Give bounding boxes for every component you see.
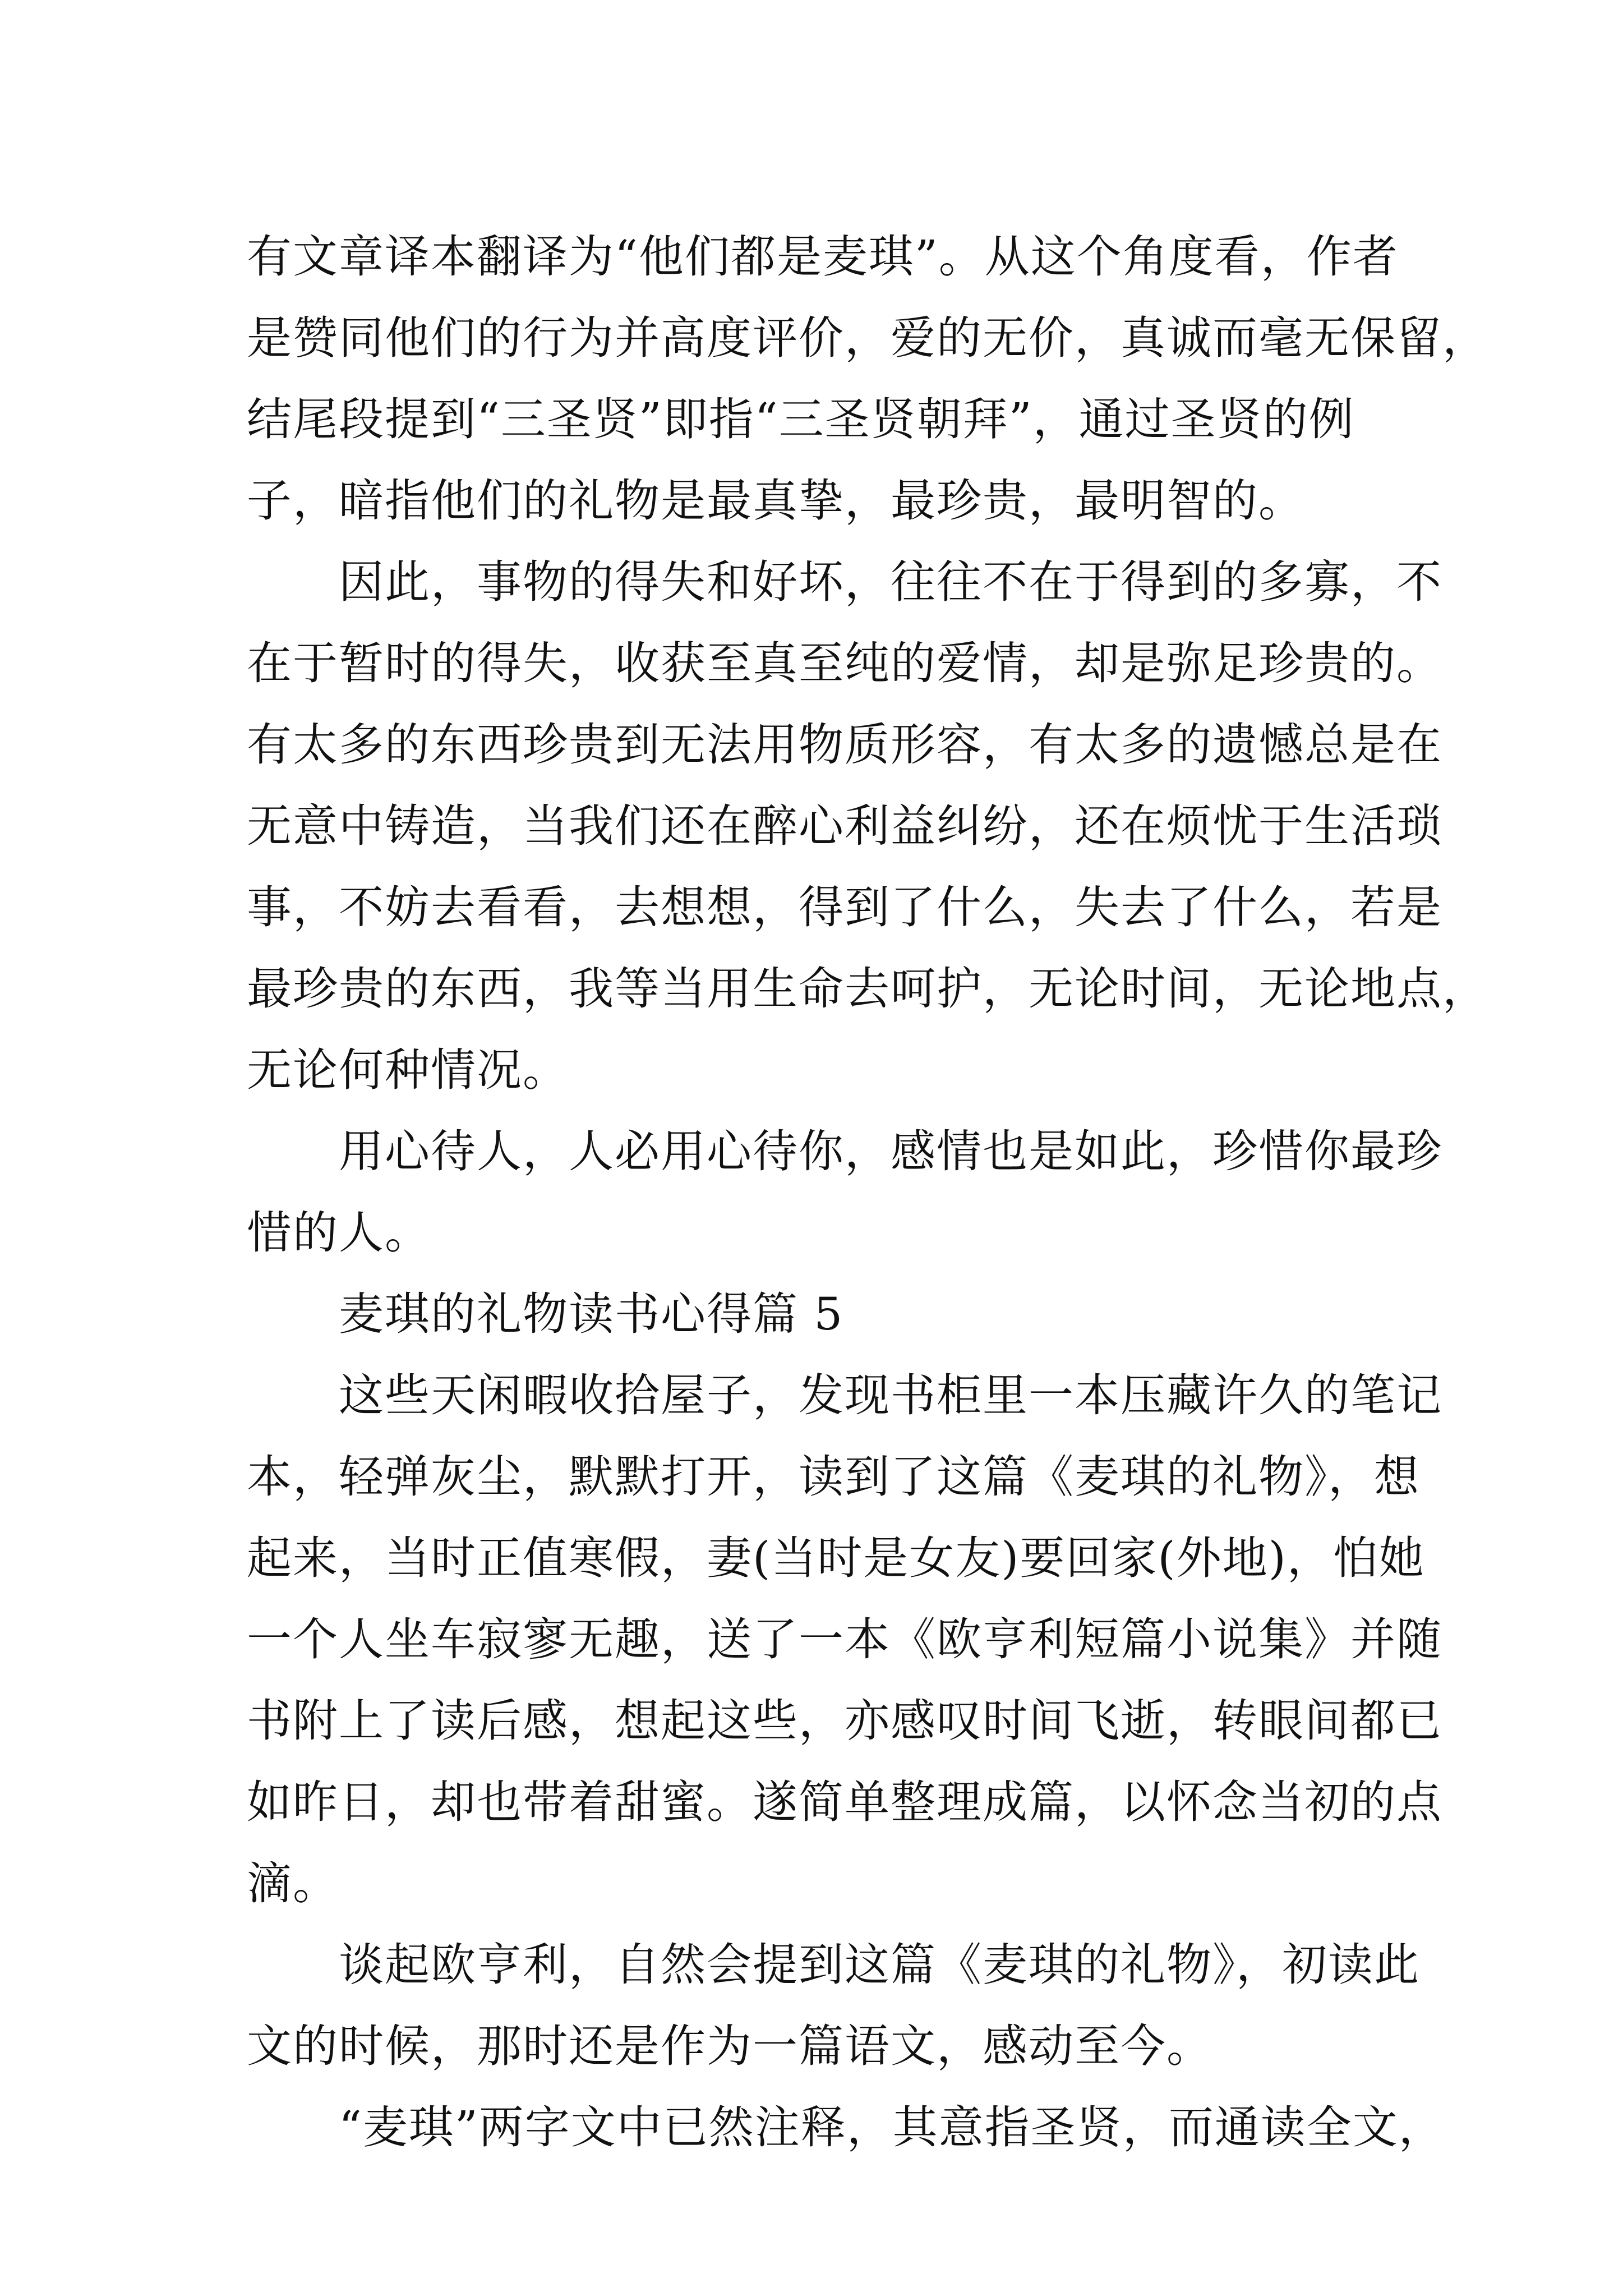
text-line: 起来，当时正值寒假，妻(当时是女友)要回家(外地)，怕她 — [247, 1532, 1425, 1584]
text-line: “麦琪”两字文中已然注释，其意指圣贤，而通读全文， — [247, 2101, 1445, 2154]
text-line: 在于暂时的得失，收获至真至纯的爱情，却是弥足珍贵的。 — [247, 637, 1442, 689]
text-line: 如昨日，却也带着甜蜜。遂简单整理成篇，以怀念当初的点 — [247, 1776, 1442, 1828]
text-line: 文的时候，那时还是作为一篇语文，感动至今。 — [247, 2020, 1212, 2072]
text-line: 有文章译本翻译为“他们都是麦琪”。从这个角度看，作者 — [247, 231, 1399, 283]
text-line: 滴。 — [247, 1857, 339, 1910]
text-line: 本，轻弹灰尘，默默打开，读到了这篇《麦琪的礼物》，想 — [247, 1451, 1420, 1503]
text-line: 无论何种情况。 — [247, 1044, 569, 1096]
text-line: 书附上了读后感，想起这些，亦感叹时间飞逝，转眼间都已 — [247, 1695, 1442, 1747]
text-line: 有太多的东西珍贵到无法用物质形容，有太多的遗憾总是在 — [247, 719, 1442, 771]
text-line: 结尾段提到“三圣贤”即指“三圣贤朝拜”，通过圣贤的例 — [247, 393, 1355, 445]
text-line: 这些天闲暇收拾屋子，发现书柜里一本压藏许久的笔记 — [247, 1369, 1442, 1421]
text-line: 子，暗指他们的礼物是最真挚，最珍贵，最明智的。 — [247, 475, 1304, 527]
text-line: 一个人坐车寂寥无趣，送了一本《欧亨利短篇小说集》并随 — [247, 1613, 1442, 1665]
text-line: 最珍贵的东西，我等当用生命去呵护，无论时间，无论地点， — [247, 963, 1488, 1015]
text-line: 无意中铸造，当我们还在醉心利益纠纷，还在烦忧于生活琐 — [247, 800, 1442, 852]
text-line: 因此，事物的得失和好坏，往往不在于得到的多寡，不 — [247, 556, 1442, 608]
text-line: 惜的人。 — [247, 1207, 431, 1259]
text-line: 是赞同他们的行为并高度评价，爱的无价，真诚而毫无保留， — [247, 312, 1488, 364]
text-line: 用心待人，人必用心待你，感情也是如此，珍惜你最珍 — [247, 1125, 1442, 1177]
document-body — [247, 216, 1488, 2168]
section-heading: 麦琪的礼物读书心得篇 5 — [247, 1288, 844, 1340]
text-line: 事，不妨去看看，去想想，得到了什么，失去了什么，若是 — [247, 881, 1442, 933]
text-line: 谈起欧亨利，自然会提到这篇《麦琪的礼物》，初读此 — [247, 1939, 1420, 1991]
